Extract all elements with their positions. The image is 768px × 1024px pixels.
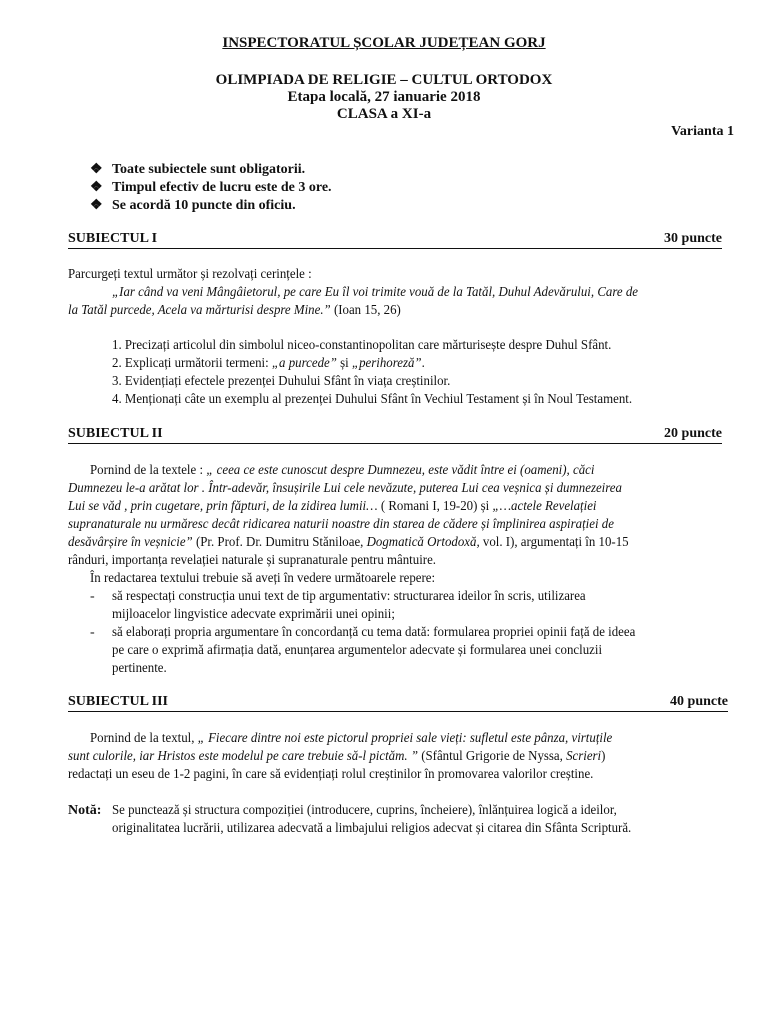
- rule-item: ❖ Toate subiectele sunt obligatorii.: [90, 162, 306, 177]
- dash-bullet: -: [90, 625, 95, 640]
- section-title: SUBIECTUL II: [68, 426, 163, 441]
- s3-line-1: Pornind de la textul, „ Fiecare dintre noi este pictorul propriei sale vieți: sufletul este pânza, virtuțile: [90, 731, 613, 746]
- s1-intro: Parcurgeți textul următor și rezolvați cerințele :: [68, 267, 312, 282]
- s2-line-3: Lui se văd , prin cugetare, prin făpturi, de la zidirea lumii… ( Romani I, 19-20) și „…actele Revelației: [68, 499, 597, 514]
- s3-line-3: redactați un eseu de 1-2 pagini, în care să evidențiați rolul creștinilor în promovarea valorilor creștine.: [68, 767, 594, 782]
- diamond-bullet-icon: ❖: [90, 180, 103, 195]
- s1-item-4: 4. Menționați câte un exemplu al prezenței Duhului Sfânt în Vechiul Testament și în Noul Testament.: [112, 392, 633, 407]
- s1-quote-line1: „Iar când va veni Mângâietorul, pe care Eu îl voi trimite vouă de la Tatăl, Duhul Adevărului, Care de: [112, 285, 638, 300]
- s1-item-3: 3. Evidențiați efectele prezenței Duhului Sfânt în viața creștinilor.: [112, 374, 451, 389]
- section-heading-2: [68, 426, 722, 444]
- section-points: 40 puncte: [670, 694, 728, 709]
- s2-line-6: rânduri, importanța revelației naturale și supranaturale pentru mântuire.: [68, 553, 437, 568]
- s2-line-5: desăvârșire în veșnicie” (Pr. Prof. Dr. Dumitru Stăniloae, Dogmatică Ortodoxă, vol. I), argumentați în 10-15: [68, 535, 629, 550]
- s2-line-2: Dumnezeu le-a arătat lor . Într-adevăr, însușirile Lui cele nevăzute, puterea Lui cea veșnica și dumnezeirea: [68, 481, 622, 496]
- section-heading-1: [68, 231, 722, 249]
- stage-date: Etapa locală, 27 ianuarie 2018: [287, 89, 481, 105]
- variant-label: Varianta 1: [671, 124, 734, 139]
- s3-line-2: sunt culorile, iar Hristos este modelul pe care trebuie să-l pictăm. ” (Sfântul Grigorie de Nyssa, Scrieri): [68, 749, 606, 764]
- note-line-2: originalitatea lucrării, utilizarea adecvată a limbajului religios adecvat și citarea din Sfânta Scriptură.: [112, 821, 632, 836]
- inspectorate-title: INSPECTORATUL ȘCOLAR JUDEȚEAN GORJ: [222, 35, 546, 51]
- dash-bullet: -: [90, 589, 95, 604]
- diamond-bullet-icon: ❖: [90, 198, 103, 213]
- s2-dash2-line2: pe care o exprimă afirmația dată, enunțarea argumentelor adecvate și formularea unei concluzii: [112, 643, 603, 658]
- section-title: SUBIECTUL III: [68, 694, 168, 709]
- s2-line-7: În redactarea textului trebuie să aveți în vedere următoarele repere:: [90, 571, 436, 586]
- section-heading-3: [68, 694, 728, 712]
- s1-quote-line2: la Tatăl purcede, Acela va mărturisi despre Mine.” (Ioan 15, 26): [68, 303, 401, 318]
- s2-line-4: supranaturale nu urmăresc decât ridicarea naturii noastre din starea de cădere și împlinirea aspirației de: [68, 517, 614, 532]
- olympiad-title: OLIMPIADA DE RELIGIE – CULTUL ORTODOX: [215, 72, 553, 88]
- s2-dash1-line2: mijloacelor lingvistice adecvate exprimării unei opinii;: [112, 607, 395, 622]
- section-points: 20 puncte: [664, 426, 722, 441]
- diamond-bullet-icon: ❖: [90, 162, 103, 177]
- rule-item: ❖ Timpul efectiv de lucru este de 3 ore.: [90, 180, 332, 195]
- s2-line-1: Pornind de la textele : „ ceea ce este cunoscut despre Dumnezeu, este vădit între ei (oameni), căci: [90, 463, 595, 478]
- s1-item-1: 1. Precizați articolul din simbolul niceo-constantinopolitan care mărturisește despre Duhul Sfânt.: [112, 338, 612, 353]
- note-line-1: Se punctează și structura compoziției (introducere, cuprins, încheiere), înlănțuirea logică a ideilor,: [112, 803, 617, 818]
- s2-dash2-line1: să elaborați propria argumentare în concordanță cu tema dată: formularea propriei opinii față de ideea: [112, 625, 636, 640]
- s2-dash2-line3: pertinente.: [112, 661, 167, 676]
- note-label: Notă:: [68, 803, 102, 818]
- rule-item: ❖ Se acordă 10 puncte din oficiu.: [90, 198, 296, 213]
- s2-dash1-line1: să respectați construcția unui text de tip argumentativ: structurarea ideilor în scris, utilizarea: [112, 589, 586, 604]
- s1-item-2: 2. Explicați următorii termeni: „a purcede” și „perihoreză”.: [112, 356, 425, 371]
- section-points: 30 puncte: [664, 231, 722, 246]
- grade-label: CLASA a XI-a: [336, 106, 432, 122]
- section-title: SUBIECTUL I: [68, 231, 158, 246]
